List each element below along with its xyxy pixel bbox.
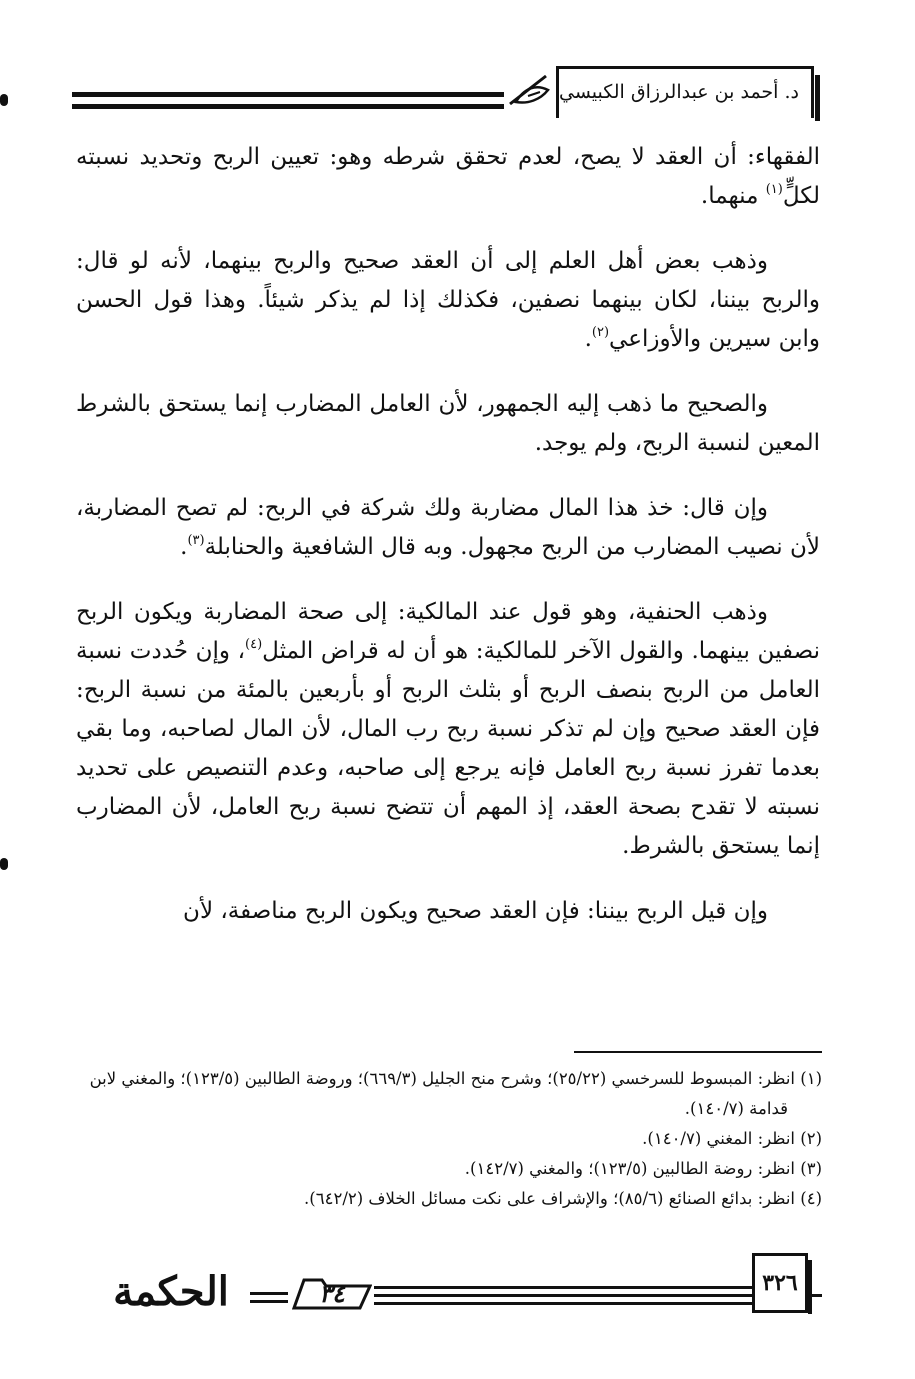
paragraph-text-continued: منهما. bbox=[700, 183, 766, 209]
footer-rule-5 bbox=[250, 1300, 288, 1303]
paragraph-text: وإن قال: خذ هذا المال مضاربة ولك شركة في الربح: لم تصح المضاربة، لأن نصيب المضارب من الربح مجهول. وبه قال الشافعية والحنابلة bbox=[76, 495, 820, 560]
footnote-separator bbox=[574, 1051, 822, 1053]
paragraph bbox=[76, 593, 820, 866]
footnote-ref[interactable]: (٣) bbox=[187, 533, 205, 548]
paragraph-text: والصحيح ما ذهب إليه الجمهور، لأن العامل المضارب إنما يستحق بالشرط المعين لنسبة الربح، ولم يوجد. bbox=[76, 391, 820, 456]
paragraph-text: الفقهاء: أن العقد لا يصح، لعدم تحقق شرطه وهو: تعيين الربح وتحديد نسبته لكلٍّ bbox=[76, 144, 820, 209]
footer-rule-4 bbox=[250, 1292, 288, 1295]
paragraph-text: وذهب الحنفية، وهو قول عند المالكية: إلى صحة المضاربة ويكون الربح نصفين بينهما. والقول الآخر للمالكية: هو أن له قراض المثل bbox=[76, 599, 820, 664]
header-rule-top bbox=[72, 92, 504, 97]
footnote-ref[interactable]: (٢) bbox=[591, 325, 610, 340]
footer-rule-2 bbox=[374, 1294, 752, 1297]
author-box bbox=[556, 66, 814, 118]
paragraph bbox=[76, 385, 820, 463]
footer-rule-3 bbox=[374, 1302, 752, 1305]
journal-logo: الحكمة bbox=[113, 1268, 229, 1315]
footnote-ref[interactable]: (٤) bbox=[245, 637, 263, 652]
paragraph bbox=[76, 892, 820, 931]
paragraph bbox=[76, 242, 820, 359]
footnote-item: (٣) انظر: روضة الطالبين (١٢٣/٥)؛ والمغني (١٤٢/٧). bbox=[464, 1159, 822, 1178]
footnote-item: (١) انظر: المبسوط للسرخسي (٢٥/٢٢)؛ وشرح منح الجليل (٦٦٩/٣)؛ وروضة الطالبين (١٢٣/٥)؛ والمغني لابن قدامة (١٤٠/٧). bbox=[89, 1069, 822, 1118]
paragraph-text-continued: ، وإن حُددت نسبة العامل من الربح بنصف الربح أو بثلث الربح أو بأربعين بالمئة من نسبة الربح: فإن العقد صحيح وإن لم تذكر نسبة ربح رب المال، لأن المال لصاحبه، وما بقي بعدما تفرز نسبة ربح العامل فإنه يرجع إلى صاحبه، وعدم التنصيص على تحديد نسبته لا تقدح بصحة العقد، إذ المهم أن تتضح نسبة ربح العامل، لأن المضارب إنما يستحق بالشرط. bbox=[76, 638, 820, 859]
author-name: د. أحمد بن عبدالرزاق الكبيسي bbox=[559, 81, 799, 103]
edge-mark bbox=[0, 858, 8, 870]
paragraph-text: وذهب بعض أهل العلم إلى أن العقد صحيح والربح بينهما، لأنه لو قال: والربح بيننا، لكان بينهما نصفين، فكذلك إذا لم يذكر شيئاً. وهذا قول الحسن وابن سيرين والأوزاعي bbox=[76, 248, 820, 352]
body-text bbox=[76, 138, 820, 957]
footnote-ref[interactable]: (١) bbox=[765, 182, 783, 197]
quill-pen-icon bbox=[506, 70, 552, 110]
footer-rule-1 bbox=[374, 1286, 752, 1289]
footnotes bbox=[76, 1064, 822, 1214]
paragraph bbox=[76, 138, 820, 216]
edge-mark bbox=[0, 94, 8, 106]
paragraph-text-continued: . bbox=[584, 326, 592, 352]
paragraph bbox=[76, 489, 820, 567]
paragraph-text-continued: . bbox=[180, 534, 188, 560]
paragraph-text: وإن قيل الربح بيننا: فإن العقد صحيح ويكون الربح مناصفة، لأن bbox=[183, 898, 768, 924]
issue-number: ٣٤ bbox=[319, 1279, 345, 1308]
header-rule-bottom bbox=[72, 104, 504, 109]
footnote-item: (٤) انظر: بدائع الصنائع (٨٥/٦)؛ والإشراف على نكت مسائل الخلاف (٦٤٢/٢). bbox=[304, 1189, 822, 1208]
page-number-box bbox=[752, 1253, 808, 1313]
footnote-item: (٢) انظر: المغني (١٤٠/٧). bbox=[642, 1129, 822, 1148]
page-number: ٣٢٦ bbox=[762, 1270, 798, 1296]
